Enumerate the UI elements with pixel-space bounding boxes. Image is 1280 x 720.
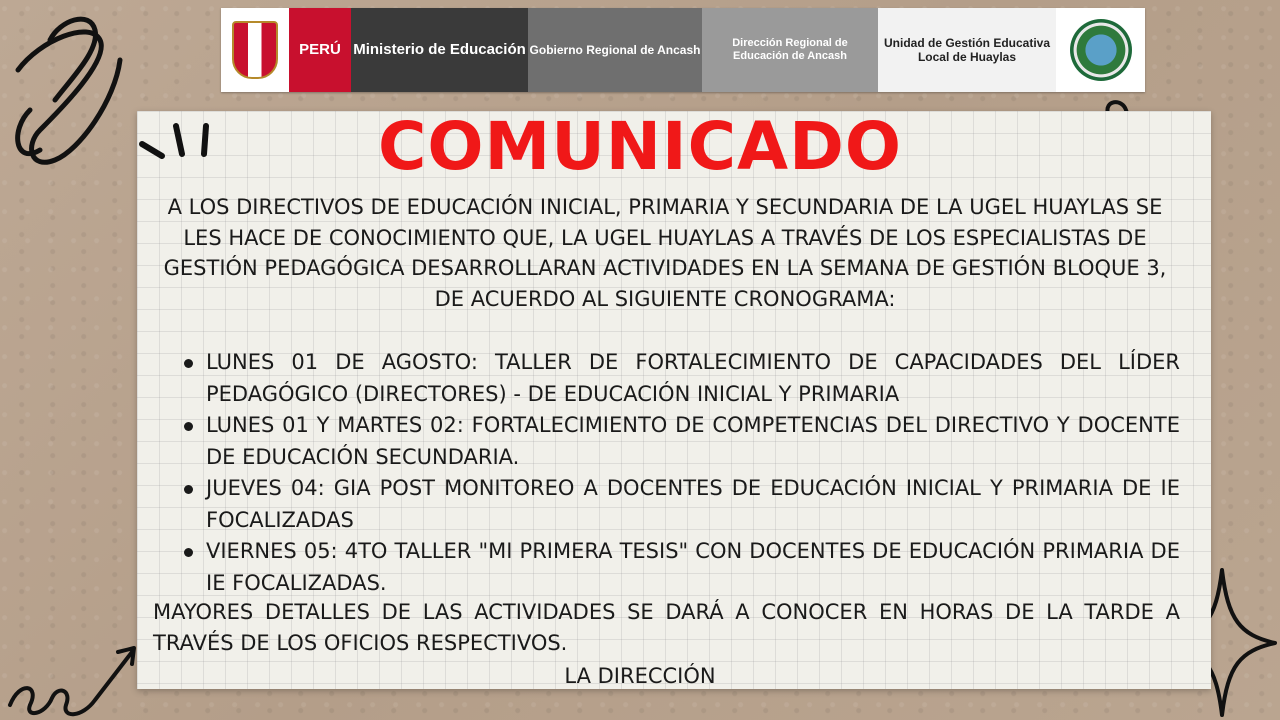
banner-gobierno-regional: Gobierno Regional de Ancash xyxy=(528,8,702,92)
intro-paragraph: A LOS DIRECTIVOS DE EDUCACIÓN INICIAL, PRIMARIA Y SECUNDARIA DE LA UGEL HUAYLAS SE LES HACE DE CONOCIMIENTO QUE, LA UGEL HUAYLAS A TRAVÉS DE LOS ESPECIALISTAS DE GESTIÓN PEDAGÓGICA DESARROLLARAN ACTIVIDADES EN LA SEMANA DE GESTIÓN BLOQUE 3, DE ACUERDO AL SIGUIENTE CRONOGRAMA: xyxy=(163,195,1167,311)
list-item: LUNES 01 DE AGOSTO: TALLER DE FORTALECIMIENTO DE CAPACIDADES DEL LÍDER PEDAGÓGICO (DIRECTORES) - DE EDUCACIÓN INICIAL Y PRIMARIA xyxy=(180,347,1180,410)
banner-peru: PERÚ xyxy=(289,8,351,92)
banner-ugel: Unidad de Gestión Educativa Local de Huaylas xyxy=(878,8,1056,92)
signature: LA DIRECCIÓN xyxy=(564,664,716,688)
list-item: VIERNES 05: 4TO TALLER "MI PRIMERA TESIS" CON DOCENTES DE EDUCACIÓN PRIMARIA DE IE FOCALIZADAS. xyxy=(180,536,1180,599)
closing-paragraph: MAYORES DETALLES DE LAS ACTIVIDADES SE DARÁ A CONOCER EN HORAS DE LA TARDE A TRAVÉS DE LOS OFICIOS RESPECTIVOS. xyxy=(153,600,1180,655)
banner-ministerio: Ministerio de Educación xyxy=(351,8,528,92)
banner-direccion-regional: Dirección Regional de Educación de Ancash xyxy=(702,8,878,92)
list-item: LUNES 01 Y MARTES 02: FORTALECIMIENTO DE COMPETENCIAS DEL DIRECTIVO Y DOCENTE DE EDUCACIÓN SECUNDARIA. xyxy=(180,410,1180,473)
notice-title: COMUNICADO xyxy=(377,108,902,185)
ugel-huaylas-logo-icon xyxy=(1056,8,1145,92)
list-item: JUEVES 04: GIA POST MONITOREO A DOCENTES DE EDUCACIÓN INICIAL Y PRIMARIA DE IE FOCALIZADAS xyxy=(180,473,1180,536)
peru-coat-of-arms-icon xyxy=(221,8,289,92)
institutional-header-banner xyxy=(221,8,1145,92)
schedule-list xyxy=(180,347,1180,599)
